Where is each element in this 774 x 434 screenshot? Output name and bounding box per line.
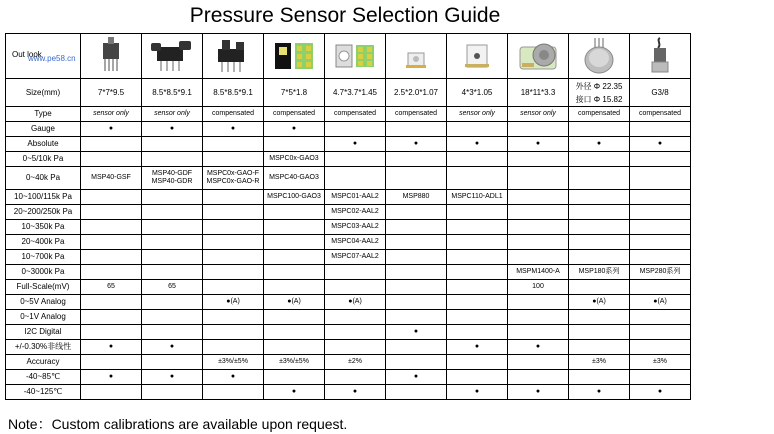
table-row-range [6,250,691,265]
size-cell: 18*11*3.3 [508,79,569,107]
table-row-type [6,107,691,122]
table-row-range [6,235,691,250]
empty-cell [386,205,447,220]
empty-cell [203,310,264,325]
empty-cell [569,152,630,167]
empty-cell [508,325,569,340]
empty-cell [142,220,203,235]
size-cell-col9 [569,79,630,107]
part-number: MSP880 [386,190,447,205]
empty-cell [508,122,569,137]
empty-cell [569,122,630,137]
table-row-range [6,220,691,235]
dot-a-mark: ●(A) [325,295,386,310]
size-cell: 7*7*9.5 [81,79,142,107]
empty-cell [630,325,691,340]
empty-cell [264,205,325,220]
empty-cell [142,190,203,205]
empty-cell [386,385,447,400]
row-label-gauge: Gauge [6,122,81,137]
empty-cell [325,152,386,167]
row-label-range: 20~400k Pa [6,235,81,250]
table-row-temp85 [6,370,691,385]
empty-cell [81,220,142,235]
part-number: MSPC0x-GAO-F [206,170,260,177]
empty-cell [142,235,203,250]
sensor-package-4-icon [264,34,325,79]
table-row-nonlinearity [6,340,691,355]
empty-cell [81,190,142,205]
empty-cell [447,310,508,325]
dot-mark: ● [630,137,691,152]
empty-cell [203,385,264,400]
sensor-package-5-icon [325,34,386,79]
dot-mark: ● [630,385,691,400]
empty-cell [325,370,386,385]
empty-cell [142,250,203,265]
dot-mark: ● [142,122,203,137]
empty-cell [569,220,630,235]
empty-cell [386,250,447,265]
empty-cell [630,167,691,190]
empty-cell [630,152,691,167]
accuracy-value: ±3%/±5% [203,355,264,370]
table-row-size [6,79,691,107]
empty-cell [264,220,325,235]
sensor-package-2-icon [142,34,203,79]
type-cell: compensated [630,107,691,122]
dot-mark: ● [508,340,569,355]
empty-cell [508,220,569,235]
dot-a-mark: ●(A) [569,295,630,310]
selection-guide-table [5,33,691,400]
dot-mark: ● [203,370,264,385]
dot-mark: ● [508,137,569,152]
empty-cell [447,122,508,137]
empty-cell [81,310,142,325]
empty-cell [630,310,691,325]
row-label-accuracy: Accuracy [6,355,81,370]
part-number: MSPC40-GAO3 [264,167,325,190]
dot-mark: ● [386,325,447,340]
empty-cell [203,152,264,167]
dot-mark: ● [325,385,386,400]
empty-cell [264,265,325,280]
part-number: MSP40-GDF [151,170,193,177]
outlook-label-cell [6,34,81,79]
empty-cell [203,280,264,295]
empty-cell [386,152,447,167]
empty-cell [81,152,142,167]
dot-mark: ● [264,122,325,137]
empty-cell [142,205,203,220]
empty-cell [569,205,630,220]
empty-cell [81,235,142,250]
empty-cell [569,340,630,355]
empty-cell [569,235,630,250]
table-row-outlook [6,34,691,79]
empty-cell [447,235,508,250]
type-cell: compensated [386,107,447,122]
empty-cell [203,250,264,265]
empty-cell [81,295,142,310]
table-row-gauge [6,122,691,137]
row-label-range: 0~3000k Pa [6,265,81,280]
empty-cell [386,122,447,137]
empty-cell [142,310,203,325]
sensor-package-9-icon [569,34,630,79]
sensor-package-3-icon [203,34,264,79]
empty-cell [203,340,264,355]
size-cell: 7*5*1.8 [264,79,325,107]
table-row-absolute [6,137,691,152]
part-number: MSPC04-AAL2 [325,235,386,250]
empty-cell [325,167,386,190]
empty-cell [508,370,569,385]
empty-cell [81,137,142,152]
empty-cell [325,325,386,340]
dot-mark: ● [447,137,508,152]
empty-cell [386,310,447,325]
empty-cell [142,152,203,167]
empty-cell [264,250,325,265]
size-cell: 4*3*1.05 [447,79,508,107]
sensor-package-1-icon [81,34,142,79]
part-number: MSP40-GSF [81,167,142,190]
empty-cell [508,295,569,310]
type-cell: compensated [569,107,630,122]
row-label-range: 10~100/115k Pa [6,190,81,205]
part-number: MSPC02-AAL2 [325,205,386,220]
fullscale-value: 100 [508,280,569,295]
accuracy-value: ±3% [630,355,691,370]
empty-cell [569,310,630,325]
watermark: www.pe58.cn [28,54,76,63]
empty-cell [508,310,569,325]
empty-cell [142,265,203,280]
empty-cell [386,280,447,295]
fullscale-value: 65 [142,280,203,295]
size-port-diameter: 接口 Φ 15.82 [575,94,623,104]
dot-mark: ● [81,340,142,355]
row-label-i2c: I2C Digital [6,325,81,340]
empty-cell [142,355,203,370]
sensor-package-7-icon [447,34,508,79]
dot-mark: ● [508,385,569,400]
sensor-package-10-icon [630,34,691,79]
size-cell: 8.5*8.5*9.1 [203,79,264,107]
empty-cell [203,205,264,220]
empty-cell [508,205,569,220]
size-cell: G3/8 [630,79,691,107]
empty-cell [203,235,264,250]
type-cell: sensor only [81,107,142,122]
empty-cell [630,370,691,385]
page-title: Pressure Sensor Selection Guide [189,4,501,27]
row-label-range: 10~700k Pa [6,250,81,265]
empty-cell [447,220,508,235]
empty-cell [447,355,508,370]
table-row-range [6,190,691,205]
empty-cell [142,295,203,310]
dot-mark: ● [386,370,447,385]
empty-cell [325,280,386,295]
empty-cell [508,190,569,205]
dot-mark: ● [142,370,203,385]
empty-cell [508,250,569,265]
empty-cell [630,205,691,220]
empty-cell [325,340,386,355]
empty-cell [203,325,264,340]
empty-cell [569,280,630,295]
table-row-analog5 [6,295,691,310]
sensor-package-6-icon [386,34,447,79]
part-number: MSPM1400-A [508,265,569,280]
row-label-range: 0~40k Pa [6,167,81,190]
row-label-range: 10~350k Pa [6,220,81,235]
fullscale-value: 65 [81,280,142,295]
row-label-analog1: 0~1V Analog [6,310,81,325]
table-row-range [6,167,691,190]
row-label-range: 0~5/10k Pa [6,152,81,167]
size-cell: 8.5*8.5*9.1 [142,79,203,107]
empty-cell [630,340,691,355]
accuracy-value: ±3%/±5% [264,355,325,370]
row-label-type: Type [6,107,81,122]
footnote: Note：Custom calibrations are available upon request. [8,416,348,432]
empty-cell [81,325,142,340]
empty-cell [386,265,447,280]
empty-cell [264,280,325,295]
empty-cell [386,235,447,250]
empty-cell [508,235,569,250]
part-number: MSPC110-ADL1 [447,190,508,205]
type-cell: sensor only [508,107,569,122]
outlook-label: Out look [12,50,42,59]
empty-cell [386,295,447,310]
row-label-analog5: 0~5V Analog [6,295,81,310]
empty-cell [142,385,203,400]
part-number: MSPC01-AAL2 [325,190,386,205]
accuracy-value: ±3% [569,355,630,370]
empty-cell [630,122,691,137]
dot-mark: ● [447,385,508,400]
empty-cell [630,235,691,250]
empty-cell [447,325,508,340]
empty-cell [203,220,264,235]
size-cell: 2.5*2.0*1.07 [386,79,447,107]
part-number: MSPC07-AAL2 [325,250,386,265]
row-label-range: 20~200/250k Pa [6,205,81,220]
empty-cell [386,340,447,355]
empty-cell [569,325,630,340]
empty-cell [569,190,630,205]
empty-cell [81,265,142,280]
dot-mark: ● [203,122,264,137]
dot-mark: ● [569,385,630,400]
type-cell: compensated [325,107,386,122]
row-label-absolute: Absolute [6,137,81,152]
empty-cell [81,385,142,400]
table-row-temp125 [6,385,691,400]
size-outer-diameter: 外径 Φ 22.35 [575,81,623,91]
dot-a-mark: ●(A) [264,295,325,310]
table-row-accuracy [6,355,691,370]
empty-cell [630,220,691,235]
part-number: MSP180系列 [569,265,630,280]
dot-a-mark: ●(A) [630,295,691,310]
dot-mark: ● [325,137,386,152]
empty-cell [264,370,325,385]
dot-mark: ● [447,340,508,355]
table-row-analog1 [6,310,691,325]
empty-cell [386,220,447,235]
type-cell: sensor only [447,107,508,122]
empty-cell [386,167,447,190]
empty-cell [569,167,630,190]
row-label-size: Size(mm) [6,79,81,107]
dot-a-mark: ●(A) [203,295,264,310]
part-number: MSPC0x-GAO3 [264,152,325,167]
empty-cell [447,152,508,167]
empty-cell [569,250,630,265]
empty-cell [630,190,691,205]
empty-cell [447,250,508,265]
empty-cell [447,167,508,190]
part-number: MSPC0x-GAO-R [206,178,260,185]
empty-cell [264,137,325,152]
dot-mark: ● [264,385,325,400]
table-row-i2c [6,325,691,340]
table-row-range [6,152,691,167]
part-number-pair [142,167,203,190]
empty-cell [508,167,569,190]
empty-cell [264,235,325,250]
empty-cell [569,370,630,385]
empty-cell [325,310,386,325]
type-cell: sensor only [142,107,203,122]
table-row-range [6,265,691,280]
table-row-fullscale [6,280,691,295]
accuracy-value: ±2% [325,355,386,370]
dot-mark: ● [81,370,142,385]
part-number-pair [203,167,264,190]
part-number: MSP40-GDR [151,178,193,185]
empty-cell [264,325,325,340]
empty-cell [81,250,142,265]
empty-cell [142,137,203,152]
empty-cell [508,355,569,370]
type-cell: compensated [264,107,325,122]
empty-cell [447,370,508,385]
empty-cell [447,265,508,280]
empty-cell [142,325,203,340]
dot-mark: ● [142,340,203,355]
empty-cell [508,152,569,167]
size-cell: 4.7*3.7*1.45 [325,79,386,107]
empty-cell [630,280,691,295]
empty-cell [447,280,508,295]
empty-cell [630,250,691,265]
table-row-range [6,205,691,220]
row-label-fullscale: Full-Scale(mV) [6,280,81,295]
empty-cell [264,310,325,325]
empty-cell [203,137,264,152]
row-label-temp85: -40~85℃ [6,370,81,385]
empty-cell [447,295,508,310]
part-number: MSP280系列 [630,265,691,280]
empty-cell [81,355,142,370]
empty-cell [203,190,264,205]
dot-mark: ● [569,137,630,152]
empty-cell [203,265,264,280]
empty-cell [447,205,508,220]
empty-cell [386,355,447,370]
empty-cell [81,205,142,220]
part-number: MSPC03-AAL2 [325,220,386,235]
part-number: MSPC100-GAO3 [264,190,325,205]
dot-mark: ● [81,122,142,137]
dot-mark: ● [386,137,447,152]
empty-cell [325,265,386,280]
type-cell: compensated [203,107,264,122]
empty-cell [325,122,386,137]
empty-cell [264,340,325,355]
row-label-temp125: -40~125℃ [6,385,81,400]
row-label-nonlinearity: +/-0.30%非线性 [6,340,81,355]
sensor-package-8-icon [508,34,569,79]
